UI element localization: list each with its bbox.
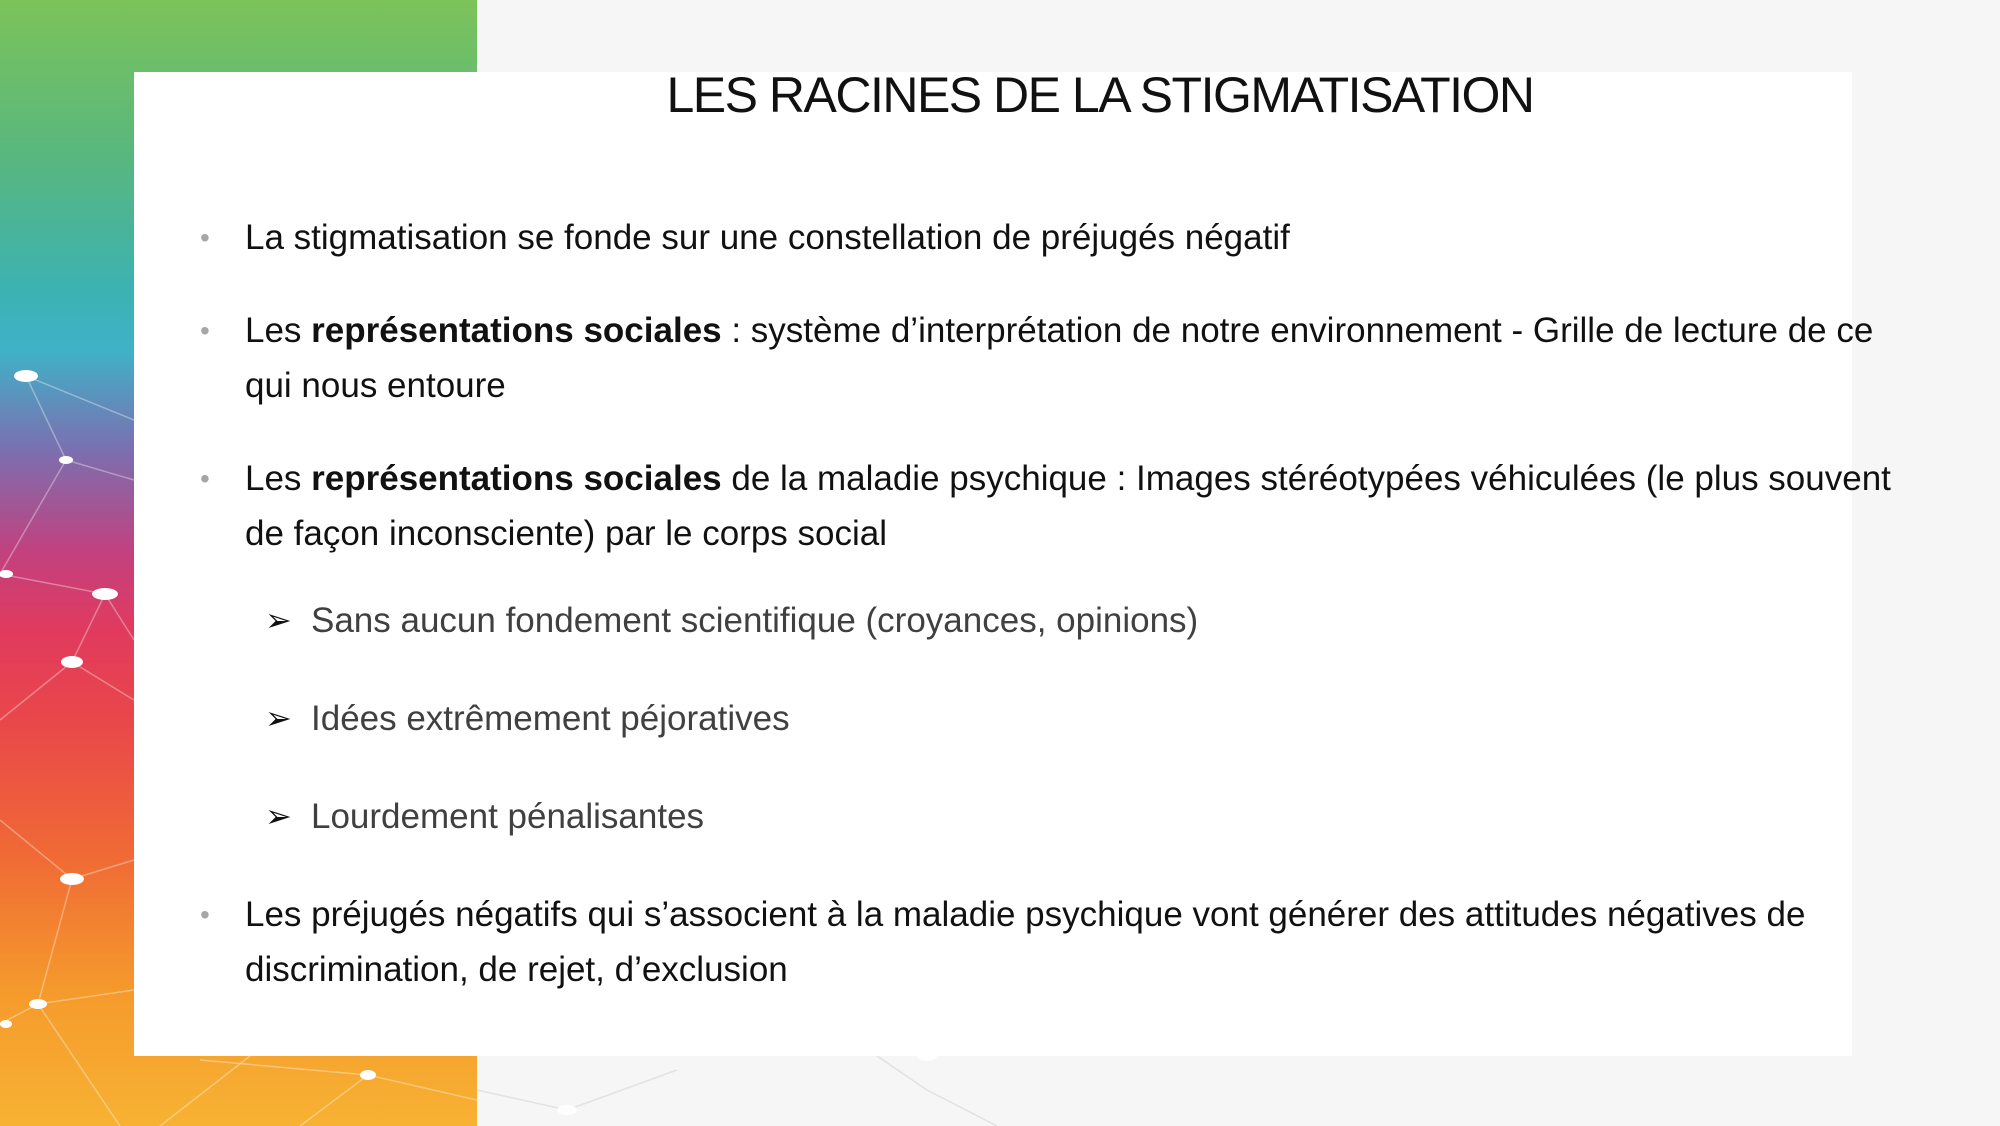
bullet-dot-icon: • [200,222,210,253]
bullet-item [200,210,1900,265]
bullet-text: La stigmatisation se fonde sur une constellation de préjugés négatif [245,218,1290,257]
sub-bullet-item [200,691,1900,746]
sub-bullet-text: Lourdement pénalisantes [311,797,705,836]
network-pattern-bottom-icon [477,1050,2000,1126]
bullet-text: Les [245,311,312,350]
sub-bullet-list [200,593,1900,844]
bullet-item [200,303,1900,413]
sub-bullet-item [200,593,1900,648]
arrow-bullet-icon: ➢ [265,798,292,834]
arrow-bullet-icon: ➢ [265,700,292,736]
bullet-list [200,210,1900,1035]
sub-bullet-item [200,789,1900,844]
bullet-dot-icon: • [200,315,210,346]
bullet-dot-icon: • [200,899,210,930]
sub-bullet-text: Idées extrêmement péjoratives [311,699,790,738]
bullet-text-after: de la maladie psychique : Images stéréotypées véhiculées (le plus souvent de façon inconsciente) par le corps social [245,459,1891,553]
bullet-text: Les [245,459,312,498]
bullet-bold-text: représentations sociales [311,459,722,498]
sub-bullet-text: Sans aucun fondement scientifique (croyances, opinions) [311,601,1199,640]
bullet-dot-icon: • [200,463,210,494]
bullet-item [200,887,1900,997]
slide-title: LES RACINES DE LA STIGMATISATION [666,67,1534,123]
bullet-text: Les préjugés négatifs qui s’associent à la maladie psychique vont générer des attitudes négatives de discrimination, de rejet, d’exclusion [245,895,1806,989]
bullet-item [200,451,1900,561]
bullet-bold-text: représentations sociales [311,311,722,350]
arrow-bullet-icon: ➢ [265,602,292,638]
bullet-text-after: : système d’interprétation de notre environnement - Grille de lecture de ce qui nous entoure [245,311,1874,405]
